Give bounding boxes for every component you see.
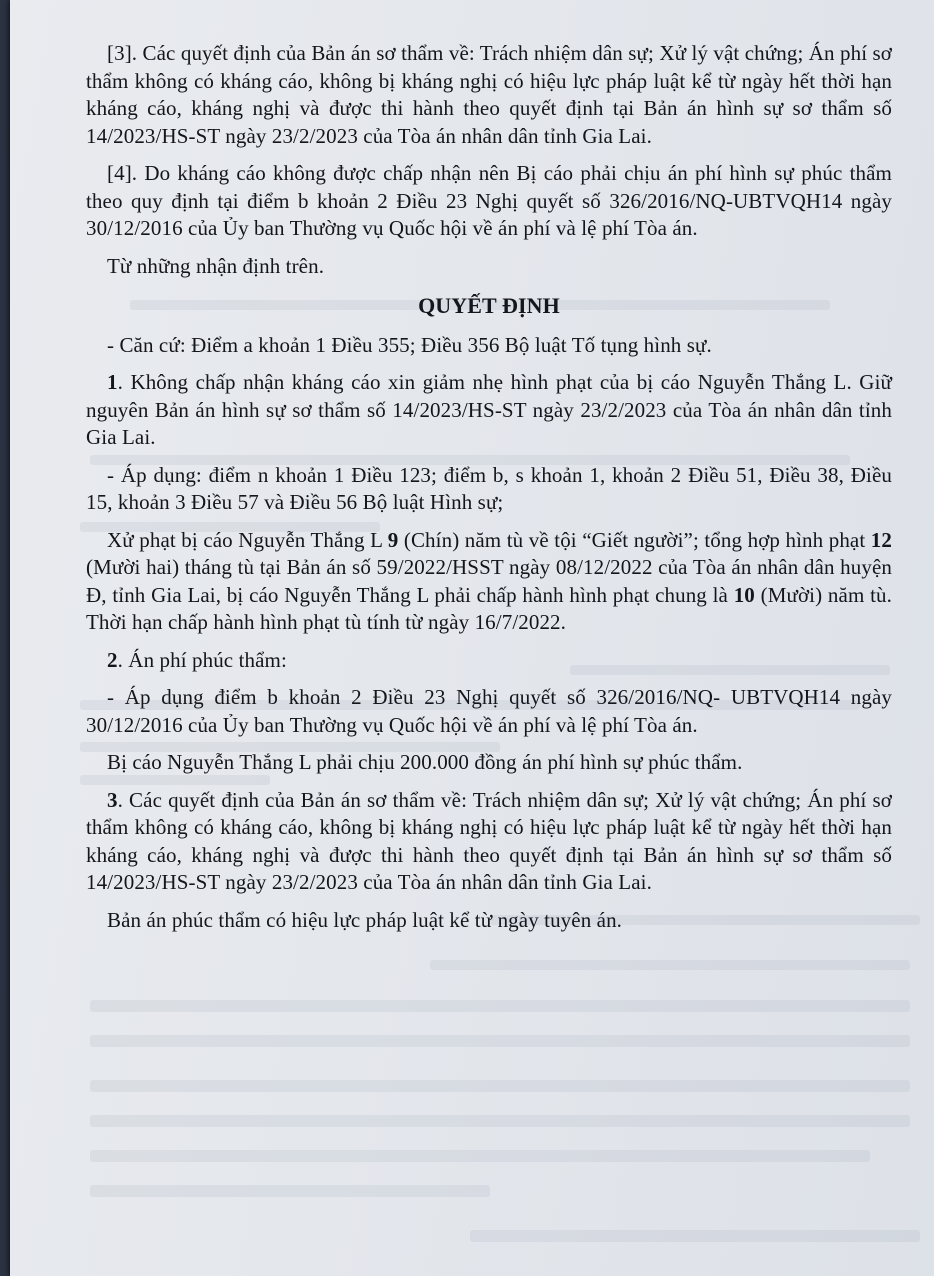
item-1-number: 1 <box>107 370 118 394</box>
decision-item-2 <box>86 647 892 675</box>
sentence-text-4: (Mười) năm tù. Thời hạn chấp hành hình phạt tù tính từ ngày 16/7/2022. <box>86 582 892 634</box>
item-2-number: 2 <box>107 647 118 672</box>
sentence-text-3: (Mười hai) tháng tù tại Bản án số 59/2022/HSST ngày 08/12/2022 của Tòa án nhân dân huyện Đ, tỉnh Gia Lai, bị cáo Nguyễn Thắng L phải chấp hành hình phạt chung là <box>86 555 892 607</box>
paragraph-3-reasoning: [3]. Các quyết định của Bản án sơ thẩm về: Trách nhiệm dân sự; Xử lý vật chứng; Án phí sơ thẩm không có kháng cáo, không bị kháng nghị có hiệu lực pháp luật kể từ ngày hết thời hạn kháng cáo, kháng nghị và được thi hành theo quyết định tại Bản án hình sự sơ thẩm số 14/2023/HS-ST ngày 23/2/2023 của Tòa án nhân dân tỉnh Gia Lai. <box>86 41 892 148</box>
judgment-text <box>86 40 892 944</box>
decision-item-1 <box>86 369 892 452</box>
decision-item-3 <box>86 787 892 897</box>
item-3-number: 3 <box>107 787 118 812</box>
applied-articles-1: - Áp dụng: điểm n khoản 1 Điều 123; điểm b, s khoản 1, khoản 2 Điều 51, Điều 38, Điều 15, khoản 3 Điều 57 và Điều 56 Bộ luật Hình sự; <box>86 462 892 514</box>
appeal-fee: Bị cáo Nguyễn Thắng L phải chịu 200.000 đồng án phí hình sự phúc thẩm. <box>107 750 743 774</box>
final-statement: Bản án phúc thẩm có hiệu lực pháp luật kể từ ngày tuyên án. <box>107 907 623 932</box>
sentence-text-2: (Chín) năm tù về tội “Giết người”; tổng hợp hình phạt <box>398 527 871 552</box>
sentence-months: 12 <box>870 527 892 552</box>
document-page <box>10 0 934 1276</box>
legal-basis: - Căn cứ: Điểm a khoản 1 Điều 355; Điều 356 Bộ luật Tố tụng hình sự. <box>107 332 712 357</box>
sentence-paragraph <box>86 527 892 637</box>
item-3-text: . Các quyết định của Bản án sơ thẩm về: Trách nhiệm dân sự; Xử lý vật chứng; Án phí sơ thẩm không có kháng cáo, không bị kháng nghị có hiệu lực pháp luật kể từ ngày hết thời hạn kháng cáo, kháng nghị và được thi hành theo quyết định tại Bản án hình sự sơ thẩm số 14/2023/HS-ST ngày 23/2/2023 của Tòa án nhân dân tỉnh Gia Lai. <box>86 787 892 894</box>
item-2-text: . Án phí phúc thẩm: <box>117 647 287 672</box>
paragraph-4-reasoning: [4]. Do kháng cáo không được chấp nhận nên Bị cáo phải chịu án phí hình sự phúc thẩm theo quy định tại điểm b khoản 2 Điều 23 Nghị quyết số 326/2016/NQ-UBTVQH14 ngày 30/12/2016 của Ủy ban Thường vụ Quốc hội về án phí và lệ phí Tòa án. <box>86 161 892 240</box>
sentence-years: 9 <box>387 527 399 552</box>
item-1-text: . Không chấp nhận kháng cáo xin giảm nhẹ hình phạt của bị cáo Nguyễn Thắng L. Giữ nguyên Bản án hình sự sơ thẩm số 14/2023/HS-ST ngày 23/2/2023 của Tòa án nhân dân tỉnh Gia Lai. <box>86 370 892 449</box>
sentence-total-years: 10 <box>733 582 755 607</box>
sentence-text-1: Xử phạt bị cáo Nguyễn Thắng L <box>107 527 388 552</box>
applied-articles-2: - Áp dụng điểm b khoản 2 Điều 23 Nghị quyết số 326/2016/NQ- UBTVQH14 ngày 30/12/2016 của Ủy ban Thường vụ Quốc hội về án phí và lệ phí Tòa án. <box>86 685 892 737</box>
section-heading: QUYẾT ĐỊNH <box>418 293 560 318</box>
transition-sentence: Từ những nhận định trên. <box>107 253 325 278</box>
